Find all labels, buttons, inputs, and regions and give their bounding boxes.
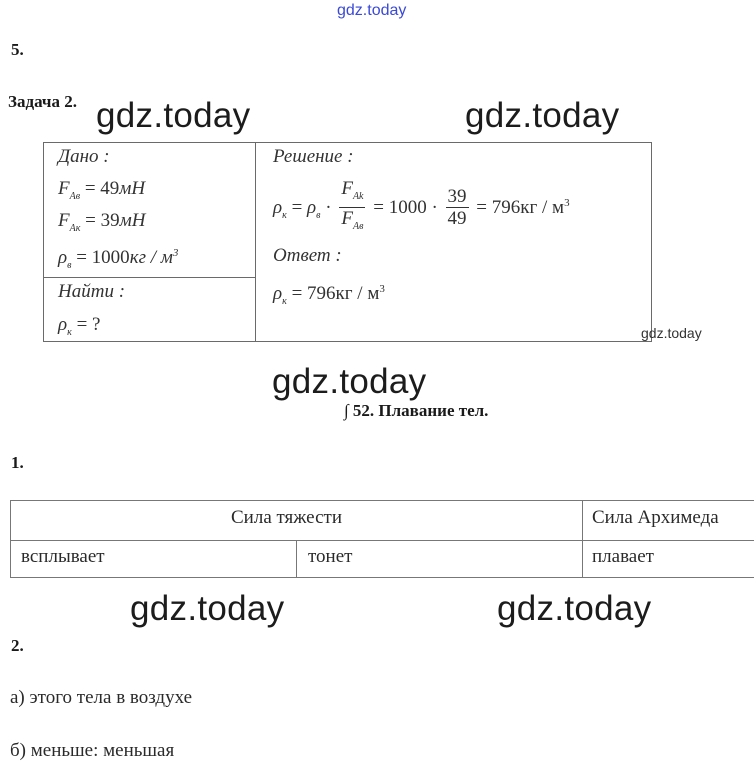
task-title: Задача 2.: [8, 92, 77, 111]
cell-floats-up: всплывает: [21, 546, 105, 567]
cell-sinks: тонет: [308, 546, 353, 567]
watermark-small: gdz.today: [641, 325, 702, 341]
watermark-4: gdz.today: [130, 589, 285, 628]
task-table: [43, 142, 652, 342]
answer-header: Ответ :: [273, 245, 342, 266]
section-title: ∫ 52. Плавание тел.: [344, 401, 489, 420]
fraction-forces: $\frac{F_{Ak}}{F_{Ав}}$: [341, 178, 364, 232]
question-1-number: 1.: [11, 453, 24, 472]
header-gravity: Сила тяжести: [231, 507, 342, 528]
find-line: $\rho_к$ = ?: [58, 314, 101, 338]
fraction-numbers: $\frac{39}{49}$: [447, 186, 467, 229]
section-number-5: 5.: [11, 40, 24, 59]
cell-floats: плавает: [592, 546, 654, 567]
answer-a: а) этого тела в воздухе: [10, 687, 193, 708]
watermark-3: gdz.today: [272, 362, 427, 401]
solution-formula: $\rho_к = \rho_в$ · $\frac{F_{Ak}}{F_{Ав}}$ = 1000 · $\frac{39}{49}$ = $796кг / м^3$: [273, 179, 570, 238]
solution-header: Решение :: [273, 146, 354, 167]
watermark-5: gdz.today: [497, 589, 652, 628]
given-line-2: $F_{Ак} = 39мН$: [58, 210, 146, 234]
find-header: Найти :: [58, 281, 126, 302]
answer-b: б) меньше: меньшая: [10, 740, 175, 761]
forces-table: [10, 500, 754, 578]
answer-line: $\rho_к = 796кг / м^3$: [273, 283, 385, 307]
header-archimedes: Сила Архимеда: [592, 507, 719, 528]
given-line-3: $\rho_в = 1000кг / м^3$: [58, 247, 179, 271]
question-2-number: 2.: [11, 636, 24, 655]
given-header: Дано :: [58, 146, 110, 167]
watermark-1: gdz.today: [96, 96, 251, 135]
watermark-2: gdz.today: [465, 96, 620, 135]
given-line-1: $F_{Ав} = 49мН$: [58, 178, 146, 202]
watermark-top: gdz.today: [337, 2, 407, 19]
